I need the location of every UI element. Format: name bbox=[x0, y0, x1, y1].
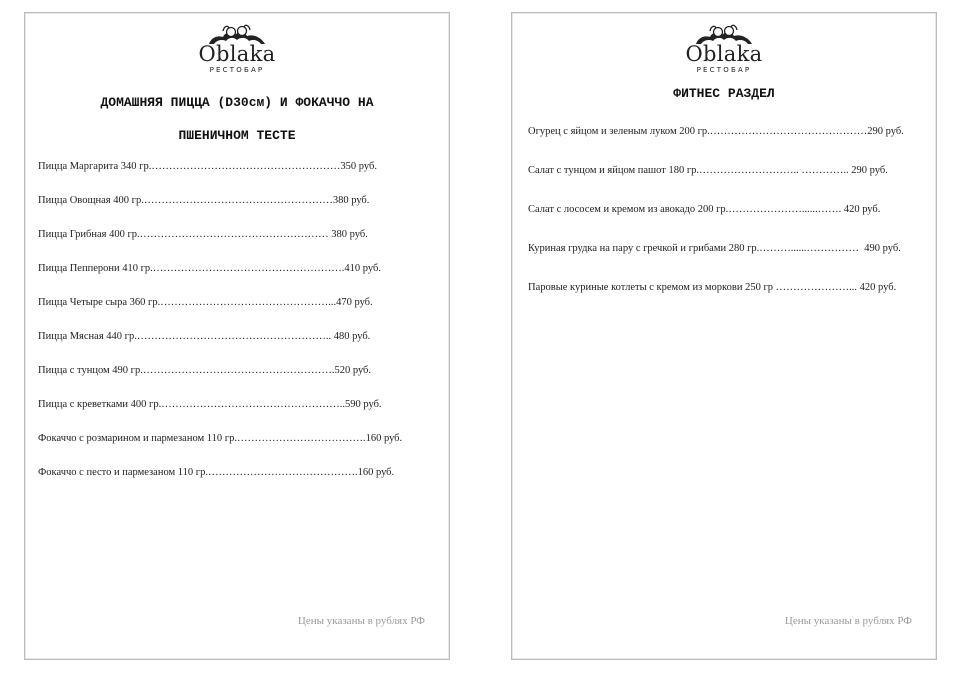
menu-item: Салат с лососем и кремом из авокадо 200 гр.…………………......……. 420 руб. bbox=[528, 204, 881, 215]
section-title-line-1: ДОМАШНЯЯ ПИЦЦА (D30см) И ФОКАЧЧО НА bbox=[100, 95, 374, 110]
menu-item: Пицца с креветками 400 гр.……………………………………………..590 руб. bbox=[38, 399, 382, 410]
brand-subtitle: РЕСТОБАР bbox=[209, 66, 265, 74]
menu-item: Пицца Пепперони 410 гр.……………………………………………….410 руб. bbox=[38, 263, 381, 274]
menu-item: Огурец с яйцом и зеленым луком 200 гр.………………………………………290 руб. bbox=[528, 126, 904, 137]
menu-item: Пицца Мясная 440 гр.……………………………………………….. 480 руб. bbox=[38, 331, 371, 342]
section-title: ФИТНЕС РАЗДЕЛ bbox=[673, 86, 775, 101]
menu-item: Пицца Маргарита 340 гр.………………………………………………350 руб. bbox=[38, 161, 377, 172]
menu-item: Фокаччо с розмарином и пармезаном 110 гр.……………………………….160 руб. bbox=[38, 433, 403, 444]
brand-subtitle: РЕСТОБАР bbox=[696, 66, 752, 74]
menu-page-pizza bbox=[24, 12, 450, 660]
brand-logo bbox=[25, 23, 449, 74]
brand-name: Oblaka bbox=[198, 42, 276, 66]
menu-item: Паровые куриные котлеты с кремом из моркови 250 гр …………………... 420 руб. bbox=[528, 282, 897, 293]
section-title-line-2: ПШЕНИЧНОМ ТЕСТЕ bbox=[178, 128, 296, 143]
menu-item: Пицца Четыре сыра 360 гр.…………………………………………...470 руб. bbox=[38, 297, 373, 308]
price-note: Цены указаны в рублях РФ bbox=[784, 615, 912, 627]
menu-item: Фокаччо с песто и пармезаном 110 гр.…………………………………….160 руб. bbox=[38, 467, 395, 478]
menu-item: Пицца Грибная 400 гр.……………………………………………… 380 руб. bbox=[38, 229, 368, 240]
brand-logo bbox=[512, 23, 936, 74]
brand-name: Oblaka bbox=[685, 42, 763, 66]
price-note: Цены указаны в рублях РФ bbox=[297, 615, 425, 627]
menu-item: Пицца Овощная 400 гр.………………………………………………380 руб. bbox=[38, 195, 370, 206]
menu-item: Куриная грудка на пару с гречкой и грибами 280 гр.………......…………… 490 руб. bbox=[528, 243, 901, 254]
menu-item: Пицца с тунцом 490 гр.……………………………………………….520 руб. bbox=[38, 365, 372, 376]
menu-item: Салат с тунцом и яйцом пашот 180 гр.……………………….. ………….. 290 руб. bbox=[528, 165, 888, 176]
menu-page-fitness bbox=[511, 12, 937, 660]
